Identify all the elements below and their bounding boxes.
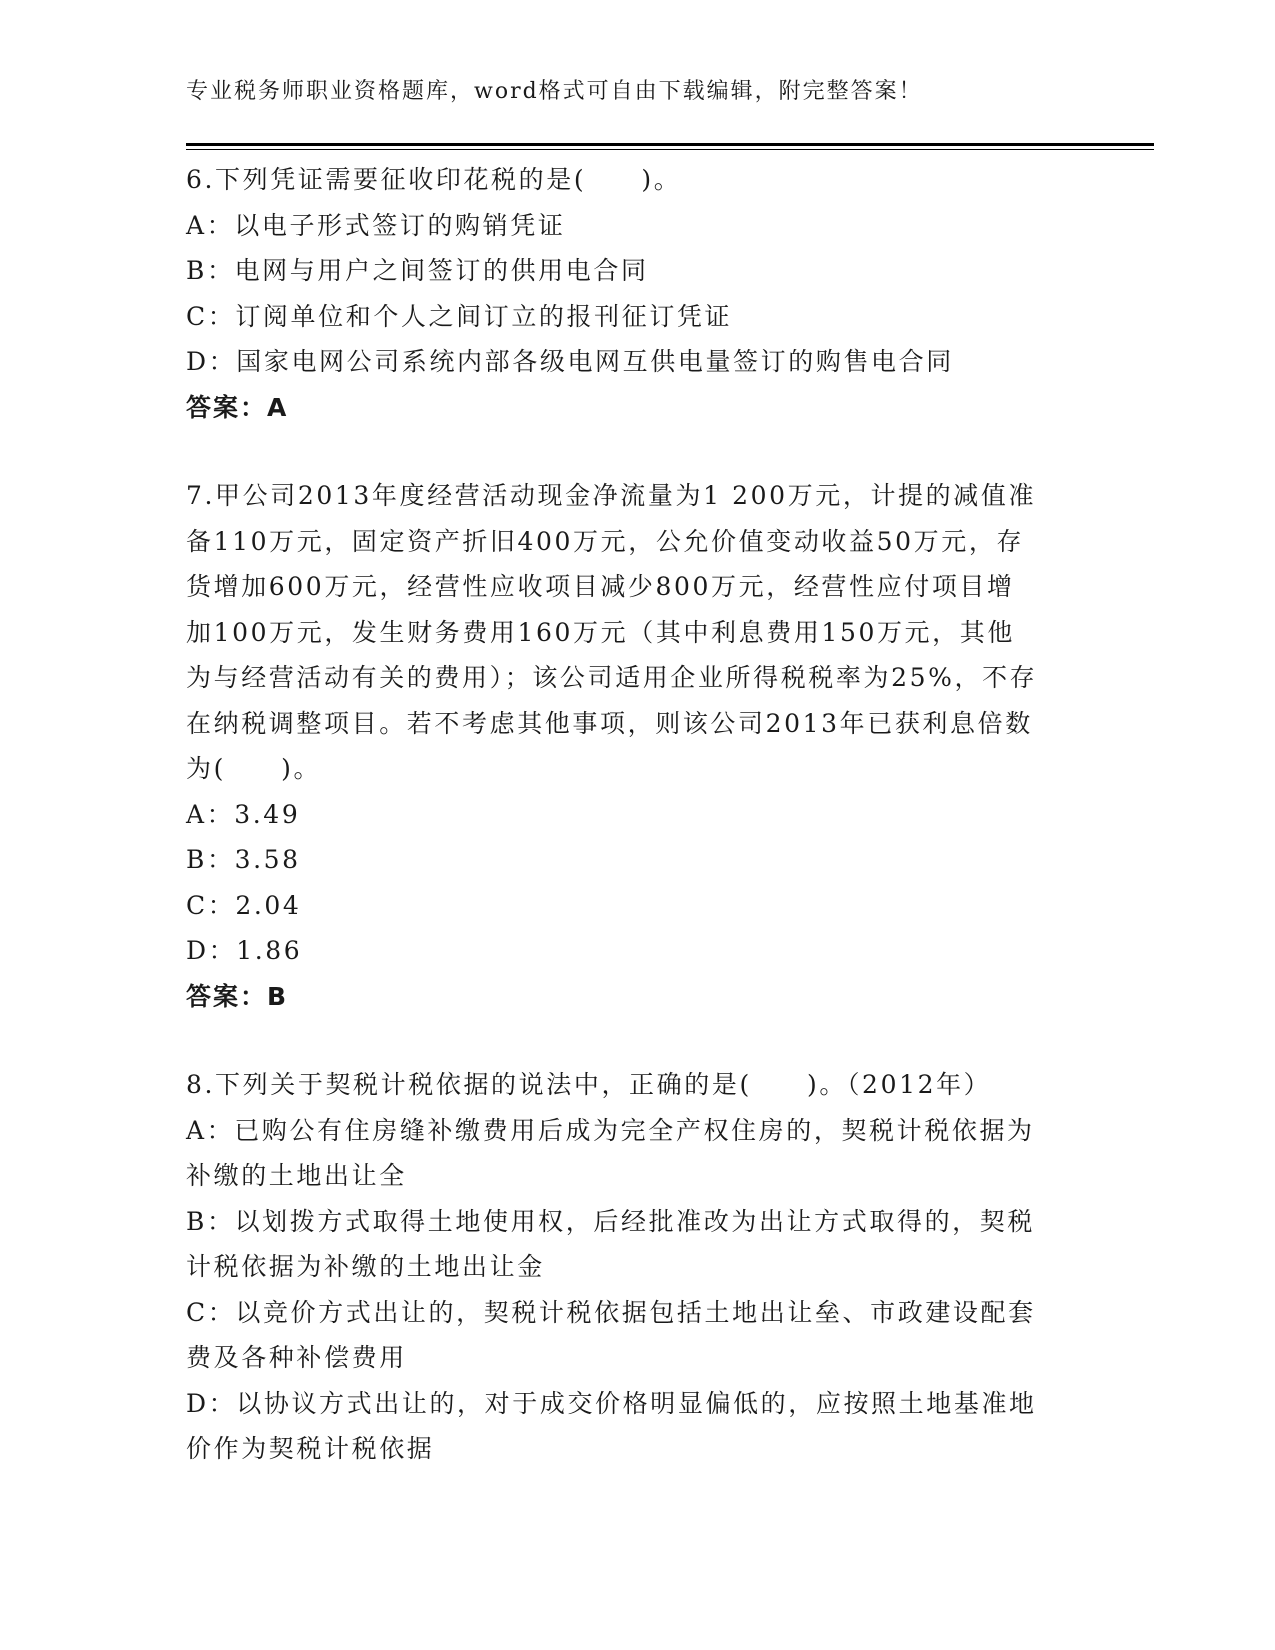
option-a: A：以电子形式签订的购销凭证	[186, 210, 566, 240]
option-b: B：以划拨方式取得土地使用权，后经批准改为出让方式取得的，契税	[186, 1206, 1035, 1236]
option-a-continued: 补缴的土地出让全	[186, 1161, 407, 1190]
question-stem-line: 加100万元，发生财务费用160万元（其中利息费用150万元，其他	[186, 617, 1015, 647]
option-a: A：3.49	[186, 799, 301, 829]
page-header: 专业税务师职业资格题库，word格式可自由下载编辑，附完整答案！	[186, 79, 923, 104]
option-d: D：国家电网公司系统内部各级电网互供电量签订的购售电合同	[186, 347, 954, 376]
option-d: D：1.86	[186, 936, 303, 965]
option-a: A：已购公有住房缝补缴费用后成为完全产权住房的，契税计税依据为	[186, 1115, 1035, 1145]
question-stem-line: 在纳税调整项目。若不考虑其他事项，则该公司2013年已获利息倍数	[186, 708, 1033, 738]
question-stem-line: 备110万元，固定资产折旧400万元，公允价值变动收益50万元，存	[186, 526, 1025, 556]
question-7	[186, 473, 1086, 1019]
question-stem: 8.下列关于契税计税依据的说法中，正确的是( )。（2012年）	[186, 1070, 992, 1099]
answer-label: 答案：A	[186, 392, 289, 422]
question-8	[186, 1062, 1086, 1472]
option-b-continued: 计税依据为补缴的土地出让金	[186, 1252, 545, 1281]
answer-label: 答案：B	[186, 981, 289, 1011]
header-rule-thin	[186, 149, 1154, 150]
question-stem: 6.下列凭证需要征收印花税的是( )。	[186, 165, 682, 194]
header-rule-thick	[186, 143, 1154, 146]
option-b: B：3.58	[186, 845, 301, 874]
option-d: D：以协议方式出让的，对于成交价格明显偏低的，应按照土地基准地	[186, 1388, 1037, 1418]
option-c: C：订阅单位和个人之间订立的报刊征订凭证	[186, 301, 733, 331]
option-d-continued: 价作为契税计税依据	[186, 1434, 435, 1463]
question-6	[186, 157, 1086, 430]
question-stem-line: 为( )。	[186, 754, 322, 783]
option-b: B：电网与用户之间签订的供用电合同	[186, 256, 649, 285]
question-stem-line: 为与经营活动有关的费用）；该公司适用企业所得税税率为25%，不存	[186, 663, 1038, 692]
question-stem-line: 货增加600万元，经营性应收项目减少800万元，经营性应付项目增	[186, 572, 1015, 601]
option-c: C：2.04	[186, 890, 302, 920]
question-stem-line: 7.甲公司2013年度经营活动现金净流量为1 200万元，计提的减值准	[186, 481, 1037, 510]
option-c-continued: 费及各种补偿费用	[186, 1343, 407, 1372]
option-c: C：以竞价方式出让的，契税计税依据包括土地出让垒、市政建设配套	[186, 1297, 1036, 1327]
